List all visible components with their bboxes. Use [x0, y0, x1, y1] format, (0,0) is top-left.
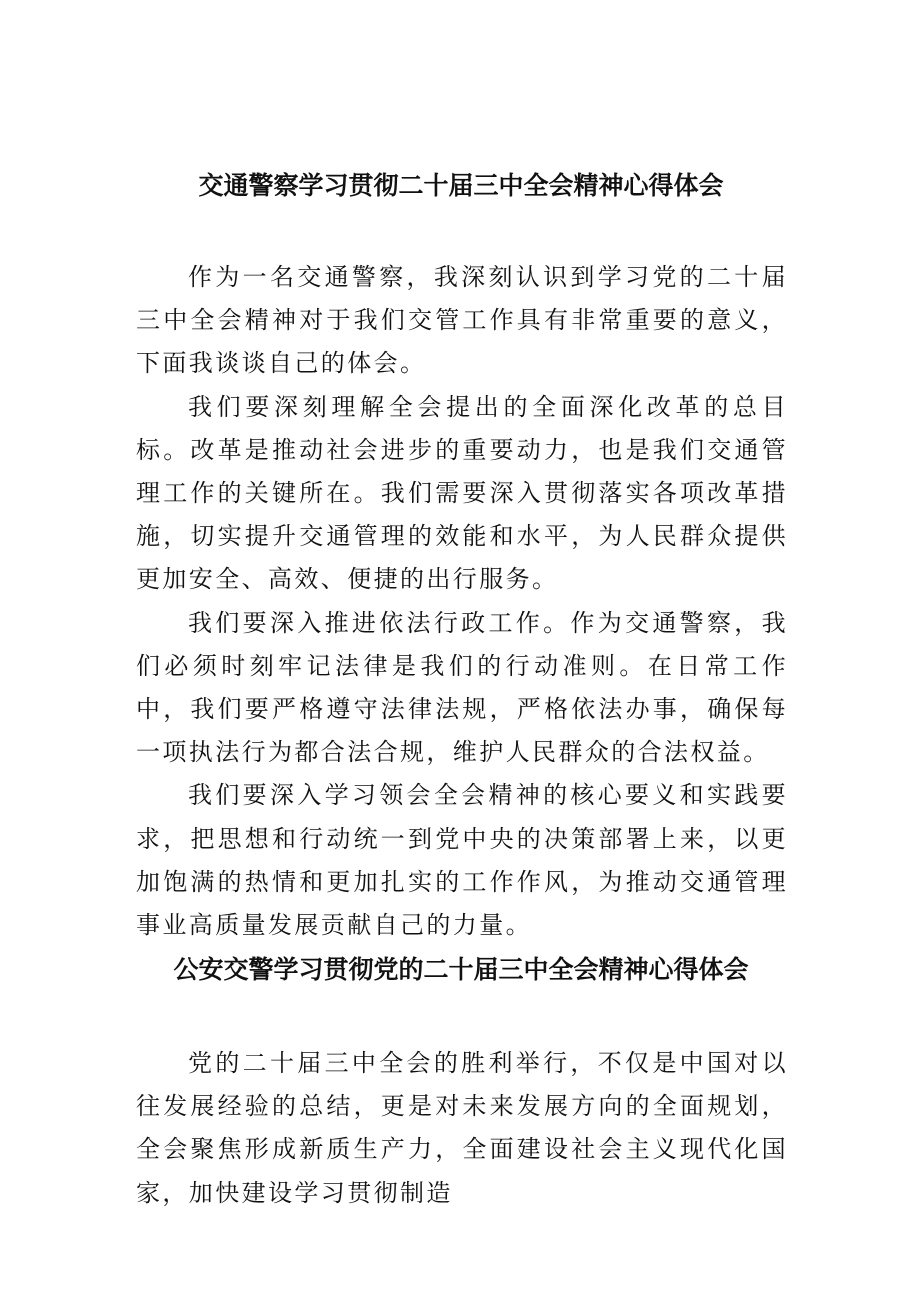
article-2-paragraph-1: 党的二十届三中全会的胜利举行，不仅是中国对以往发展经验的总结，更是对未来发展方向的全面规划，全会聚焦形成新质生产力，全面建设社会主义现代化国家，加快建设学习贯彻制造 [136, 1049, 788, 1207]
article-2-title: 公安交警学习贯彻党的二十届三中全会精神心得体会 [173, 955, 749, 984]
article-1-title: 交通警察学习贯彻二十届三中全会精神心得体会 [198, 171, 724, 200]
article-1-paragraph-3: 我们要深入推进依法行政工作。作为交通警察，我们必须时刻牢记法律是我们的行动准则。在日常工作中，我们要严格遵守法律法规，严格依法办事，确保每一项执法行为都合法合规，维护人民群众的合法权益。 [136, 608, 788, 767]
article-1-paragraph-2: 我们要深刻理解全会提出的全面深化改革的总目标。改革是推动社会进步的重要动力，也是我们交通管理工作的关键所在。我们需要深入贯彻落实各项改革措施，切实提升交通管理的效能和水平，为人民群众提供更加安全、高效、便捷的出行服务。 [136, 392, 788, 594]
article-2-body [136, 1042, 788, 1215]
article-1-paragraph-4: 我们要深入学习领会全会精神的核心要义和实践要求，把思想和行动统一到党中央的决策部署上来，以更加饱满的热情和更加扎实的工作作风，为推动交通管理事业高质量发展贡献自己的力量。 [136, 781, 788, 940]
article-1-paragraph-1: 作为一名交通警察，我深刻认识到学习党的二十届三中全会精神对于我们交管工作具有非常重要的意义，下面我谈谈自己的体会。 [136, 263, 788, 378]
article-1-body [136, 256, 788, 947]
